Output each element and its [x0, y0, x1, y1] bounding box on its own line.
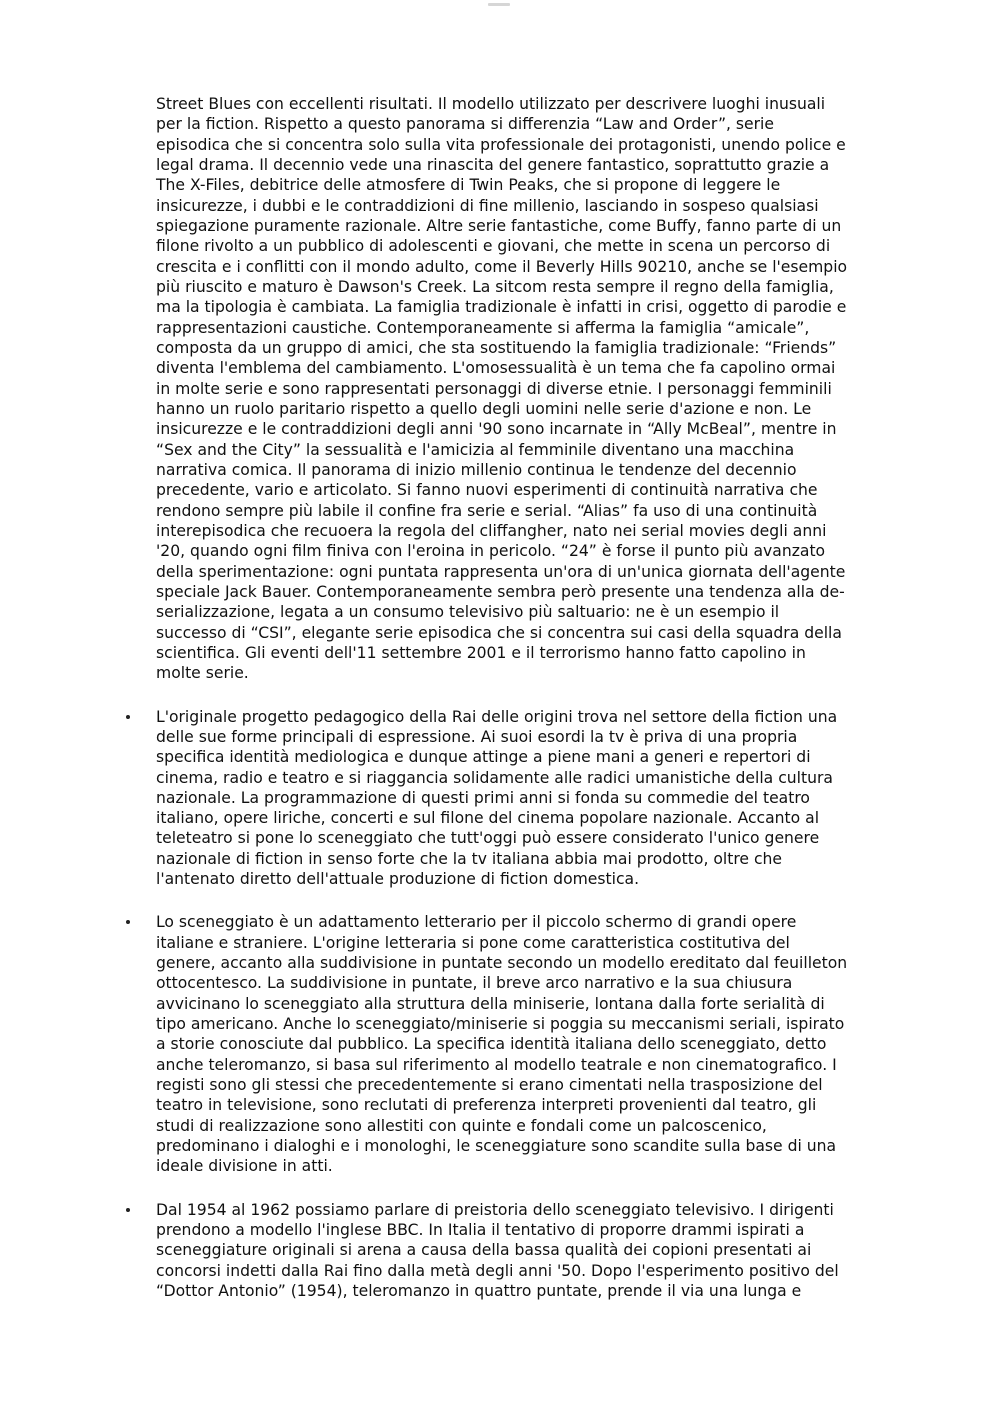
document-body [0, 94, 1000, 1301]
paragraph-intro: Street Blues con eccellenti risultati. Il modello utilizzato per descrivere luoghi inusuali per la fiction. Rispetto a questo panorama si differenzia “Law and Order”, serie episodica che si concentra solo sulla vita professionale dei protagonisti, unendo police e legal drama. Il decennio vede una rinascita del genere fantastico, soprattutto grazie a The X-Files, debitrice delle atmosfere di Twin Peaks, che si propone di leggere le insicurezze, i dubbi e le contraddizioni di fine millenio, lasciando in sospeso qualsiasi spiegazione puramente razionale. Altre serie fantastiche, come Buffy, fanno parte di un filone rivolto a un pubblico di adolescenti e giovani, che mette in scena un percorso di crescita e i conflitti con il mondo adulto, come il Beverly Hills 90210, anche se l'esempio più riuscito e maturo è Dawson's Creek. La sitcom resta sempre il regno della famiglia, ma la tipologia è cambiata. La famiglia tradizionale è infatti in crisi, oggetto di parodie e rappresentazioni caustiche. Contemporaneamente si afferma la famiglia “amicale”, composta da un gruppo di amici, che sta sostituendo la famiglia tradizionale: “Friends” diventa l'emblema del cambiamento. L'omosessualità è un tema che fa capolino ormai in molte serie e sono rappresentati personaggi di diverse etnie. I personaggi femminili hanno un ruolo paritario rispetto a quello degli uomini nelle serie d'azione e non. Le insicurezze e le contraddizioni degli anni '90 sono incarnate in “Ally McBeal”, mentre in “Sex and the City” la sessualità e l'amicizia al femminile diventano una macchina narrativa comica. Il panorama di inizio millenio continua le tendenze del decennio precedente, vario e articolato. Si fanno nuovi esperimenti di continuità narrativa che rendono sempre più labile il confine fra serie e serial. “Alias” fa uso di una continuità interepisodica che recuoera la regola del cliffangher, nato nei serial movies degli anni '20, quando ogni film finiva con l'eroina in pericolo. “24” è forse il punto più avanzato della sperimentazione: ogni puntata rappresenta un'ora di un'unica giornata dell'agente speciale Jack Bauer. Contemporaneamente sembra però presente una tendenza alla de- serializzazione, legata a un consumo televisivo più saltuario: ne è un esempio il successo di “CSI”, elegante serie episodica che si concentra sui casi della squadra della scientifica. Gli eventi dell'11 settembre 2001 e il terrorismo hanno fatto capolino in molte serie. [156, 95, 848, 683]
bullet-text: L'originale progetto pedagogico della Rai delle origini trova nel settore della fiction una delle sue forme principali di espressione. Ai suoi esordi la tv è priva di una propria specifica identità mediologica e dunque attinge a piene mani a generi e repertori di cinema, radio e teatro e si riaggancia solidamente alle radici umanistiche della cultura nazionale. La programmazione di questi primi anni si fonda su commedie del teatro italiano, opere liriche, concerti e sul filone del cinema popolare nazionale. Accanto al teleteatro si pone lo sceneggiato che tutt'oggi può essere considerato l'unico genere nazionale di fiction in senso forte che la tv italiana abbia mai prodotto, oltre che l'antenato diretto dell'attuale produzione di fiction domestica. [156, 707, 838, 889]
header-mark [488, 3, 510, 6]
bullet-text: Lo sceneggiato è un adattamento letterario per il piccolo schermo di grandi opere italiane e straniere. L'origine letteraria si pone come caratteristica costitutiva del genere, accanto alla suddivisione in puntate secondo un modello ereditato dal feuilleton ottocentesco. La suddivisione in puntate, il breve arco narrativo e la sua chiusura avvicinano lo sceneggiato alla struttura della miniserie, lontana dalla forte serialità di tipo americano. Anche lo sceneggiato/miniserie si poggia su meccanismi seriali, ispirato a storie conosciute dal pubblico. La specifica identità italiana dello sceneggiato, detto anche teleromanzo, si basa sul riferimento al modello teatrale e non cinematografico. I registi sono gli stessi che precedentemente si erano cimentati nella trasposizione del teatro in televisione, sono reclutati di preferenza interpreti provenienti dal teatro, gli studi di realizzazione sono allestiti con quinte e fondali come un palcoscenico, predominano i dialoghi e i monologhi, le sceneggiature sono scandite sulla base di una ideale divisione in atti. [156, 913, 848, 1176]
bullet-item [156, 1200, 916, 1302]
bullet-item [156, 707, 916, 890]
bullet-icon [126, 1208, 130, 1212]
bullet-icon [126, 920, 130, 924]
bullet-item [156, 912, 916, 1176]
bullet-list [0, 707, 1000, 1302]
bullet-text: Dal 1954 al 1962 possiamo parlare di preistoria dello sceneggiato televisivo. I dirigenti prendono a modello l'inglese BBC. In Italia il tentativo di proporre drammi ispirati a sceneggiature originali si arena a causa della bassa qualità dei copioni presentati ai concorsi indetti dalla Rai fino dalla metà degli anni '50. Dopo l'esperimento positivo del “Dottor Antonio” (1954), teleromanzo in quattro puntate, prende il via una lunga e [156, 1200, 839, 1301]
bullet-icon [126, 715, 130, 719]
